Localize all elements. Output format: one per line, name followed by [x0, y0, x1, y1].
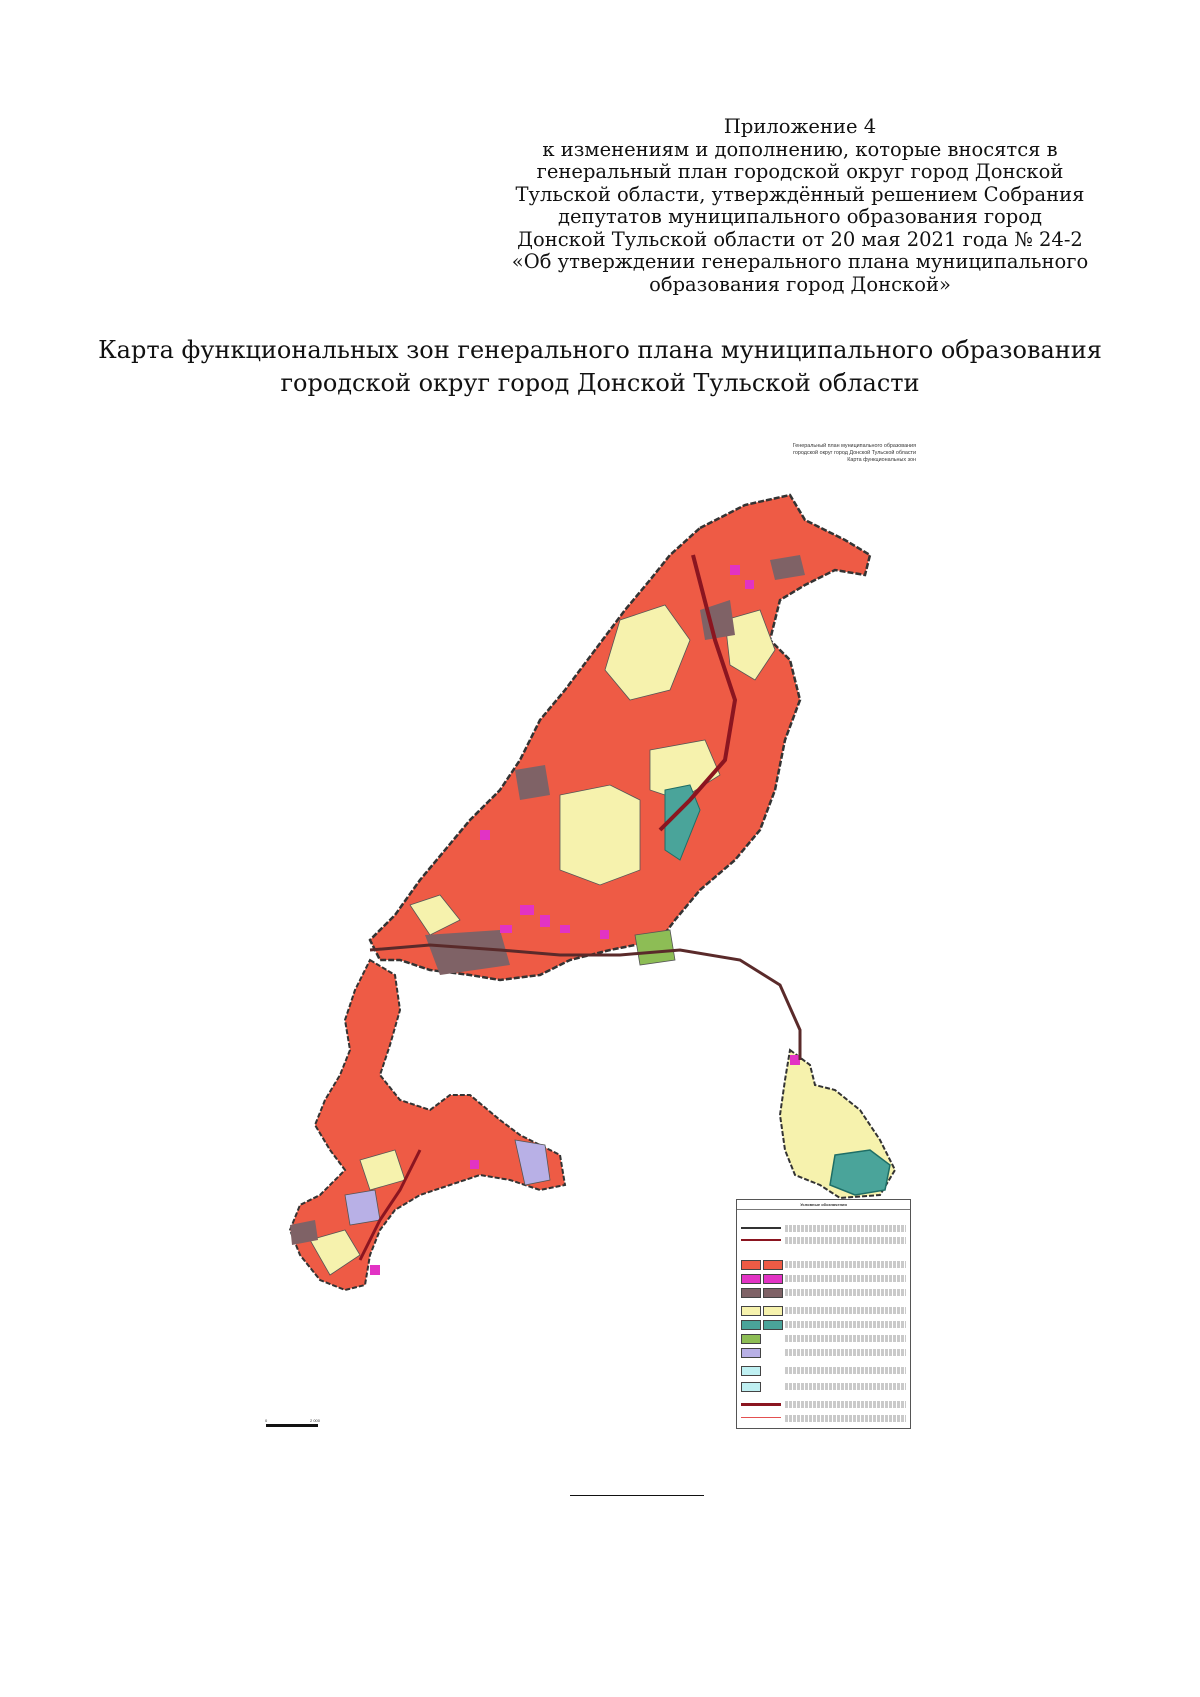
appendix-line: депутатов муниципального образования город [557, 205, 1043, 228]
swatch-public-business-planned [763, 1274, 783, 1284]
scale-bar [266, 1418, 320, 1432]
boundary-symbol [741, 1227, 781, 1229]
legend-text-placeholder [785, 1367, 906, 1374]
zone-special-2 [345, 1190, 380, 1225]
zone-low-density-1 [560, 785, 640, 885]
appendix-line: «Об утверждении генерального плана муниципального [511, 250, 1089, 273]
legend-row [741, 1400, 906, 1410]
document-title-line: городской округ город Донской Тульской области [280, 369, 920, 397]
legend-row [741, 1224, 906, 1234]
legend-row [741, 1274, 906, 1284]
zone-industrial-2 [515, 765, 550, 800]
legend-text-placeholder [785, 1415, 906, 1422]
legend-row [741, 1288, 906, 1298]
swatch-industrial [741, 1288, 761, 1298]
legend-text-placeholder [785, 1237, 906, 1244]
legend-row [741, 1366, 906, 1376]
swatch-industrial-planned [763, 1288, 783, 1298]
legend-row [741, 1348, 906, 1358]
map-heading-line: Карта функциональных зон [847, 457, 916, 463]
scale-bar-line [266, 1424, 318, 1427]
legend-title: Условные обозначения [737, 1200, 910, 1210]
border-symbol [741, 1417, 781, 1418]
swatch-green [741, 1320, 761, 1330]
swatch-low-density [741, 1306, 761, 1316]
swatch-special [741, 1348, 761, 1358]
legend-text-placeholder [785, 1349, 906, 1356]
document-title [60, 334, 1140, 400]
zone-recreation [635, 930, 675, 965]
legend-text-placeholder [785, 1261, 906, 1268]
legend-row [741, 1320, 906, 1330]
footer-rule [570, 1495, 704, 1496]
appendix-line: генеральный план городской округ город Донской [536, 160, 1064, 183]
scale-start: 0 [265, 1418, 268, 1423]
appendix-line: Тульской области, утверждённый решением Собрания [515, 182, 1085, 206]
legend-row [741, 1382, 906, 1392]
swatch-low-density-planned [763, 1306, 783, 1316]
legend-text-placeholder [785, 1225, 906, 1232]
map-legend [736, 1199, 911, 1429]
appendix-line: Донской Тульской области от 20 мая 2021 года № 24-2 [517, 227, 1083, 251]
swatch-public-business [741, 1274, 761, 1284]
legend-row [741, 1334, 906, 1344]
scale-end: 2 000 [310, 1418, 321, 1423]
appendix-line: Приложение 4 [723, 115, 877, 138]
swatch-residential-planned [763, 1260, 783, 1270]
legend-text-placeholder [785, 1383, 906, 1390]
legend-text-placeholder [785, 1289, 906, 1296]
railway-symbol [741, 1403, 781, 1406]
document-title-line: Карта функциональных зон генерального плана муниципального образования [98, 336, 1102, 364]
swatch-green-planned [763, 1320, 783, 1330]
legend-text-placeholder [785, 1401, 906, 1408]
appendix-line: образования город Донской» [649, 272, 951, 296]
swatch-water-protection [741, 1366, 761, 1376]
swatch-recreation [741, 1334, 761, 1344]
legend-text-placeholder [785, 1307, 906, 1314]
legend-text-placeholder [785, 1321, 906, 1328]
legend-text-placeholder [785, 1275, 906, 1282]
legend-row [741, 1414, 906, 1424]
legend-row [741, 1260, 906, 1270]
appendix-note [480, 116, 1120, 296]
legend-text-placeholder [785, 1335, 906, 1342]
road-symbol [741, 1239, 781, 1241]
appendix-line: к изменениям и дополнению, которые вносятся в [542, 137, 1058, 161]
map-heading-line: Генеральный план муниципального образования [792, 443, 916, 449]
legend-row [741, 1236, 906, 1246]
map-heading-line: городской округ город Донской Тульской области [793, 450, 916, 456]
legend-row [741, 1306, 906, 1316]
swatch-water-bodies [741, 1382, 761, 1392]
swatch-residential [741, 1260, 761, 1270]
